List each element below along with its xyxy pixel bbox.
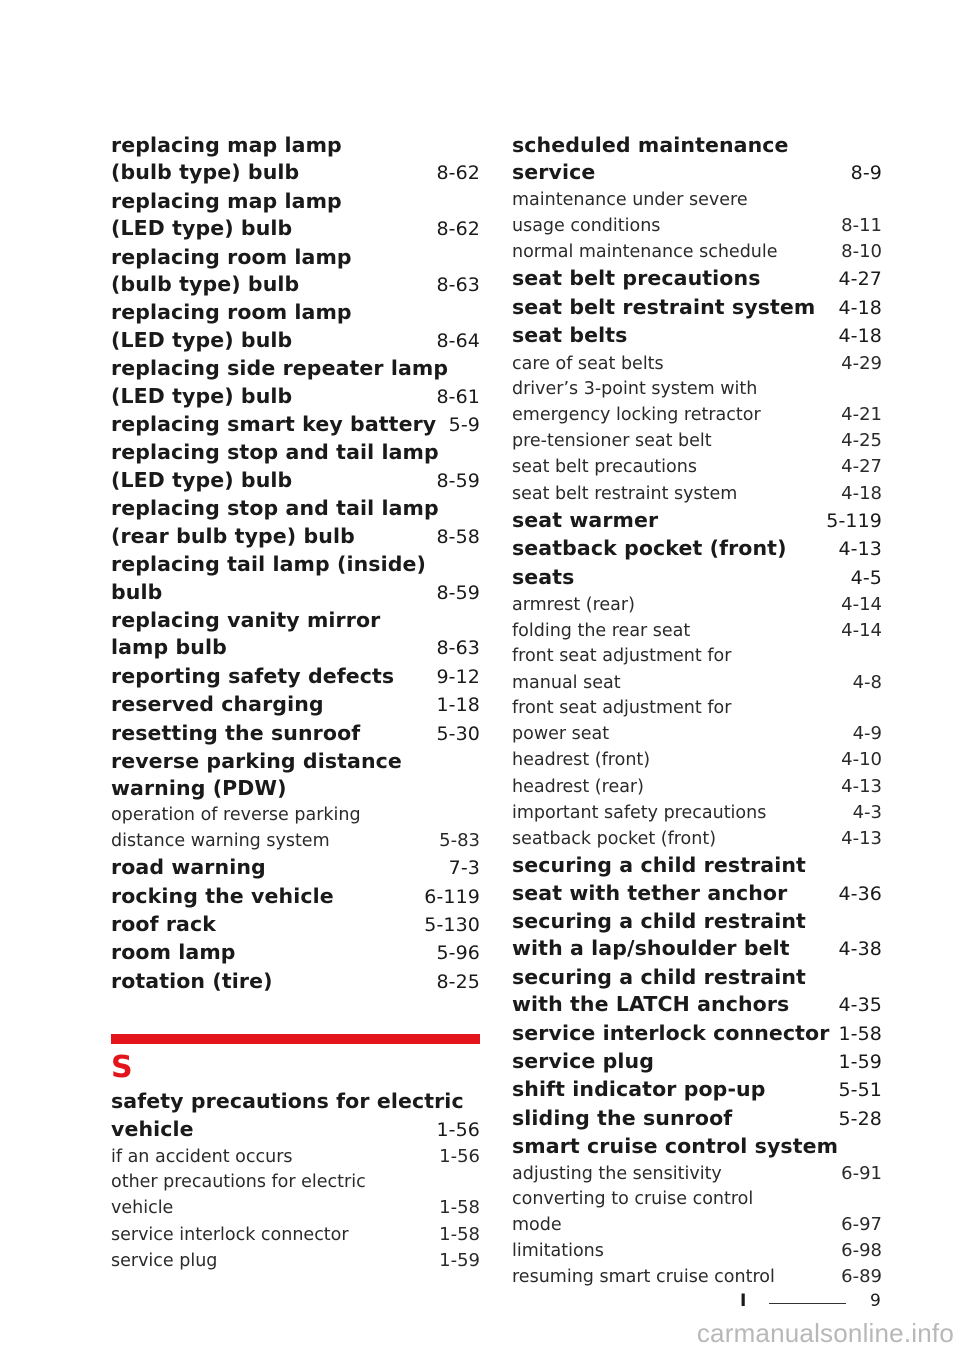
entry-text: distance warning system bbox=[111, 830, 330, 851]
page-reference: 1-58 bbox=[838, 1022, 882, 1045]
page-reference: 5-30 bbox=[436, 722, 480, 745]
page-reference: 4-36 bbox=[838, 882, 882, 905]
page-reference: 4-10 bbox=[841, 749, 882, 771]
entry-text: replacing room lamp bbox=[111, 244, 352, 269]
page-reference: 6-91 bbox=[841, 1162, 882, 1184]
index-entry bbox=[512, 564, 882, 592]
index-list-s-left bbox=[111, 1088, 480, 1274]
entry-text: service interlock connector bbox=[111, 1224, 349, 1245]
index-subentry bbox=[111, 1222, 480, 1248]
entry-text: limitations bbox=[512, 1241, 604, 1262]
index-entry bbox=[111, 968, 480, 996]
index-subentry bbox=[512, 826, 882, 852]
page-reference: 8-62 bbox=[436, 162, 480, 185]
page-reference: 8-58 bbox=[436, 525, 480, 548]
page-reference: 4-13 bbox=[841, 827, 882, 849]
entry-text: replacing tail lamp (inside) bbox=[111, 552, 426, 577]
entry-text: shift indicator pop-up bbox=[512, 1077, 766, 1102]
page-reference: 4-5 bbox=[850, 566, 882, 589]
entry-text: smart cruise control system bbox=[512, 1134, 839, 1159]
page-reference: 4-18 bbox=[841, 482, 882, 504]
entry-text: replacing map lamp bbox=[111, 133, 342, 157]
index-subentry bbox=[512, 696, 882, 747]
entry-text: (LED type) bulb bbox=[111, 467, 293, 492]
page-reference: 8-59 bbox=[436, 469, 480, 492]
index-entry bbox=[111, 939, 480, 967]
page-reference: 1-58 bbox=[439, 1197, 480, 1219]
entry-text: reverse parking distance bbox=[111, 748, 402, 773]
page-reference: 8-64 bbox=[436, 329, 480, 352]
page-reference: 6-98 bbox=[841, 1240, 882, 1262]
entry-text: with the LATCH anchors bbox=[512, 992, 790, 1017]
index-column-left bbox=[111, 132, 480, 1274]
entry-text: (LED type) bulb bbox=[111, 216, 293, 241]
entry-text: pre-tensioner seat belt bbox=[512, 431, 712, 452]
index-entry bbox=[111, 854, 480, 882]
page-reference: 8-10 bbox=[841, 241, 882, 263]
index-subentry bbox=[512, 351, 882, 377]
entry-text: important safety precautions bbox=[512, 802, 767, 823]
index-subentry bbox=[512, 239, 882, 265]
entry-text: adjusting the sensitivity bbox=[512, 1163, 722, 1184]
index-subentry bbox=[512, 1161, 882, 1187]
entry-text: emergency locking retractor bbox=[512, 405, 761, 426]
page-reference: 6-89 bbox=[841, 1266, 882, 1288]
page-reference: 1-18 bbox=[436, 694, 480, 717]
entry-text: service plug bbox=[512, 1048, 654, 1073]
index-subentry bbox=[512, 188, 882, 239]
page-reference: 5-130 bbox=[424, 913, 480, 936]
entry-text: operation of reverse parking bbox=[111, 804, 361, 825]
page-reference: 4-18 bbox=[838, 296, 882, 319]
index-entry bbox=[512, 132, 882, 188]
entry-text: seat warmer bbox=[512, 507, 659, 532]
entry-text: replacing stop and tail lamp bbox=[111, 496, 439, 521]
index-subentry bbox=[512, 592, 882, 618]
index-entry bbox=[111, 691, 480, 719]
page-reference: 5-51 bbox=[838, 1079, 882, 1102]
index-entry bbox=[111, 551, 480, 607]
entry-text: manual seat bbox=[512, 672, 621, 693]
index-entry bbox=[111, 411, 480, 439]
entry-text: rocking the vehicle bbox=[111, 883, 334, 908]
entry-text: replacing smart key battery bbox=[111, 412, 437, 437]
entry-text: front seat adjustment for bbox=[512, 697, 732, 718]
entry-text: with a lap/shoulder belt bbox=[512, 936, 790, 961]
page-reference: 4-18 bbox=[838, 325, 882, 348]
page-reference: 4-8 bbox=[852, 671, 882, 693]
page-reference: 4-21 bbox=[841, 404, 882, 426]
section-divider-bar bbox=[111, 1034, 480, 1044]
entry-text: seats bbox=[512, 564, 575, 589]
index-entry bbox=[512, 535, 882, 563]
index-subentry bbox=[512, 644, 882, 695]
page-reference: 8-63 bbox=[436, 637, 480, 660]
entry-text: care of seat belts bbox=[512, 353, 664, 374]
entry-text: (LED type) bulb bbox=[111, 327, 293, 352]
index-entry bbox=[512, 294, 882, 322]
page-reference: 4-9 bbox=[852, 723, 882, 745]
page-reference: 4-29 bbox=[841, 352, 882, 374]
page-reference: 4-14 bbox=[841, 620, 882, 642]
page-reference: 4-3 bbox=[852, 801, 882, 823]
index-entry bbox=[512, 1133, 882, 1160]
index-subentry bbox=[512, 1264, 882, 1290]
page-reference: 1-56 bbox=[436, 1118, 480, 1141]
index-entry bbox=[512, 852, 882, 908]
index-subentry bbox=[512, 377, 882, 428]
page-reference: 6-119 bbox=[424, 885, 480, 908]
entry-text: safety precautions for electric bbox=[111, 1089, 464, 1114]
entry-text: replacing map lamp bbox=[111, 188, 342, 213]
entry-text: seat belt precautions bbox=[512, 266, 761, 291]
entry-text: resetting the sunroof bbox=[111, 720, 361, 745]
page-number: 9 bbox=[870, 1291, 881, 1311]
page-reference: 4-13 bbox=[841, 775, 882, 797]
index-entry bbox=[512, 964, 882, 1020]
index-subentry bbox=[111, 1144, 480, 1170]
entry-text: armrest (rear) bbox=[512, 595, 635, 616]
entry-text: seat belt restraint system bbox=[512, 294, 816, 319]
entry-text: maintenance under severe bbox=[512, 189, 748, 210]
entry-text: seat with tether anchor bbox=[512, 880, 788, 905]
page-reference: 5-9 bbox=[448, 414, 480, 437]
entry-text: road warning bbox=[111, 855, 266, 880]
page-reference: 4-35 bbox=[838, 994, 882, 1017]
entry-text: driver’s 3-point system with bbox=[512, 378, 758, 399]
entry-text: (bulb type) bulb bbox=[111, 272, 300, 297]
entry-text: (bulb type) bulb bbox=[111, 160, 300, 185]
index-subentry bbox=[111, 1170, 480, 1221]
entry-text: folding the rear seat bbox=[512, 621, 691, 642]
index-subentry bbox=[512, 618, 882, 644]
page-reference: 5-96 bbox=[436, 942, 480, 965]
section-letter: S bbox=[111, 1050, 133, 1086]
index-entry bbox=[111, 883, 480, 911]
index-entry bbox=[111, 244, 480, 300]
index-entry bbox=[512, 322, 882, 350]
index-list-r bbox=[111, 132, 480, 996]
index-entry bbox=[111, 720, 480, 748]
index-subentry bbox=[512, 481, 882, 507]
index-entry bbox=[512, 507, 882, 535]
page-reference: 7-3 bbox=[448, 857, 480, 880]
entry-text: service interlock connector bbox=[512, 1020, 830, 1045]
entry-text: securing a child restraint bbox=[512, 964, 806, 989]
index-subentry bbox=[512, 800, 882, 826]
index-subentry bbox=[512, 1187, 882, 1238]
page-reference: 4-14 bbox=[841, 594, 882, 616]
entry-text: securing a child restraint bbox=[512, 908, 806, 933]
index-entry bbox=[111, 1088, 480, 1144]
footer-section-letter: I bbox=[740, 1291, 747, 1311]
entry-text: vehicle bbox=[111, 1116, 194, 1141]
entry-text: sliding the sunroof bbox=[512, 1105, 733, 1130]
page-reference: 6-97 bbox=[841, 1213, 882, 1235]
entry-text: normal maintenance schedule bbox=[512, 242, 778, 263]
page-reference: 1-58 bbox=[439, 1223, 480, 1245]
page-reference: 8-11 bbox=[841, 215, 882, 237]
index-entry bbox=[111, 495, 480, 551]
entry-text: replacing side repeater lamp bbox=[111, 356, 449, 381]
page-reference: 4-27 bbox=[838, 268, 882, 291]
entry-text: replacing room lamp bbox=[111, 300, 352, 325]
page-reference: 8-61 bbox=[436, 385, 480, 408]
page-reference: 5-119 bbox=[826, 509, 882, 532]
page-reference: 8-25 bbox=[436, 970, 480, 993]
index-list-s-right bbox=[512, 132, 882, 1291]
index-subentry bbox=[512, 1238, 882, 1264]
page-reference: 8-59 bbox=[436, 581, 480, 604]
entry-text: if an accident occurs bbox=[111, 1147, 293, 1167]
index-entry bbox=[111, 355, 480, 411]
index-column-right bbox=[512, 132, 882, 1291]
index-subentry bbox=[512, 428, 882, 454]
entry-text: resuming smart cruise control bbox=[512, 1267, 775, 1288]
entry-text: rotation (tire) bbox=[111, 968, 273, 993]
entry-text: converting to cruise control bbox=[512, 1188, 754, 1209]
page-reference: 4-13 bbox=[838, 538, 882, 561]
entry-text: securing a child restraint bbox=[512, 853, 806, 878]
entry-text: service bbox=[512, 160, 596, 185]
entry-text: bulb bbox=[111, 579, 163, 604]
page-reference: 4-25 bbox=[841, 430, 882, 452]
index-entry bbox=[111, 911, 480, 939]
entry-text: usage conditions bbox=[512, 216, 661, 237]
index-entry bbox=[111, 663, 480, 691]
index-entry bbox=[111, 607, 480, 663]
entry-text: (LED type) bulb bbox=[111, 383, 293, 408]
index-subentry bbox=[111, 1248, 480, 1274]
entry-text: service plug bbox=[111, 1250, 218, 1271]
index-subentry bbox=[111, 803, 480, 854]
entry-text: front seat adjustment for bbox=[512, 646, 732, 667]
entry-text: seat belt precautions bbox=[512, 457, 697, 478]
entry-text: scheduled maintenance bbox=[512, 133, 789, 157]
entry-text: roof rack bbox=[111, 911, 216, 936]
entry-text: replacing vanity mirror bbox=[111, 607, 381, 632]
entry-text: reporting safety defects bbox=[111, 663, 395, 688]
page-reference: 4-27 bbox=[841, 456, 882, 478]
index-entry bbox=[512, 1105, 882, 1133]
index-entry bbox=[512, 1020, 882, 1048]
entry-text: power seat bbox=[512, 724, 610, 745]
page-reference: 5-28 bbox=[838, 1107, 882, 1130]
entry-text: reserved charging bbox=[111, 692, 324, 717]
index-entry bbox=[111, 748, 480, 803]
index-entry bbox=[512, 1076, 882, 1104]
entry-text: seatback pocket (front) bbox=[512, 536, 787, 561]
entry-text: (rear bulb type) bulb bbox=[111, 523, 355, 548]
index-entry bbox=[111, 132, 480, 188]
page-reference: 8-62 bbox=[436, 218, 480, 241]
index-entry bbox=[111, 188, 480, 244]
entry-text: other precautions for electric bbox=[111, 1172, 366, 1193]
entry-text: mode bbox=[512, 1214, 562, 1235]
index-subentry bbox=[512, 747, 882, 773]
entry-text: vehicle bbox=[111, 1198, 174, 1219]
page-reference: 8-63 bbox=[436, 274, 480, 297]
entry-text: lamp bulb bbox=[111, 635, 227, 660]
index-subentry bbox=[512, 454, 882, 480]
page-reference: 4-38 bbox=[838, 938, 882, 961]
index-entry bbox=[512, 908, 882, 964]
watermark: carmanualsonline.info bbox=[696, 1318, 954, 1348]
page-reference: 1-59 bbox=[838, 1050, 882, 1073]
entry-text: headrest (rear) bbox=[512, 776, 644, 797]
page-reference: 5-83 bbox=[439, 829, 480, 851]
entry-text: seatback pocket (front) bbox=[512, 828, 717, 849]
entry-text: headrest (front) bbox=[512, 750, 651, 771]
index-entry bbox=[111, 299, 480, 355]
index-subentry bbox=[512, 774, 882, 800]
entry-text: seat belts bbox=[512, 323, 628, 348]
page-reference: 8-9 bbox=[850, 162, 882, 185]
page-reference: 9-12 bbox=[436, 665, 480, 688]
footer-rule bbox=[769, 1303, 846, 1304]
entry-text: seat belt restraint system bbox=[512, 483, 738, 504]
entry-text: replacing stop and tail lamp bbox=[111, 440, 439, 465]
index-entry bbox=[512, 1048, 882, 1076]
page-reference: 1-59 bbox=[439, 1249, 480, 1271]
page-reference: 1-56 bbox=[439, 1146, 480, 1167]
entry-text: room lamp bbox=[111, 940, 236, 965]
entry-text: warning (PDW) bbox=[111, 776, 287, 801]
index-entry bbox=[111, 439, 480, 495]
page-footer bbox=[0, 1291, 960, 1315]
index-entry bbox=[512, 265, 882, 293]
